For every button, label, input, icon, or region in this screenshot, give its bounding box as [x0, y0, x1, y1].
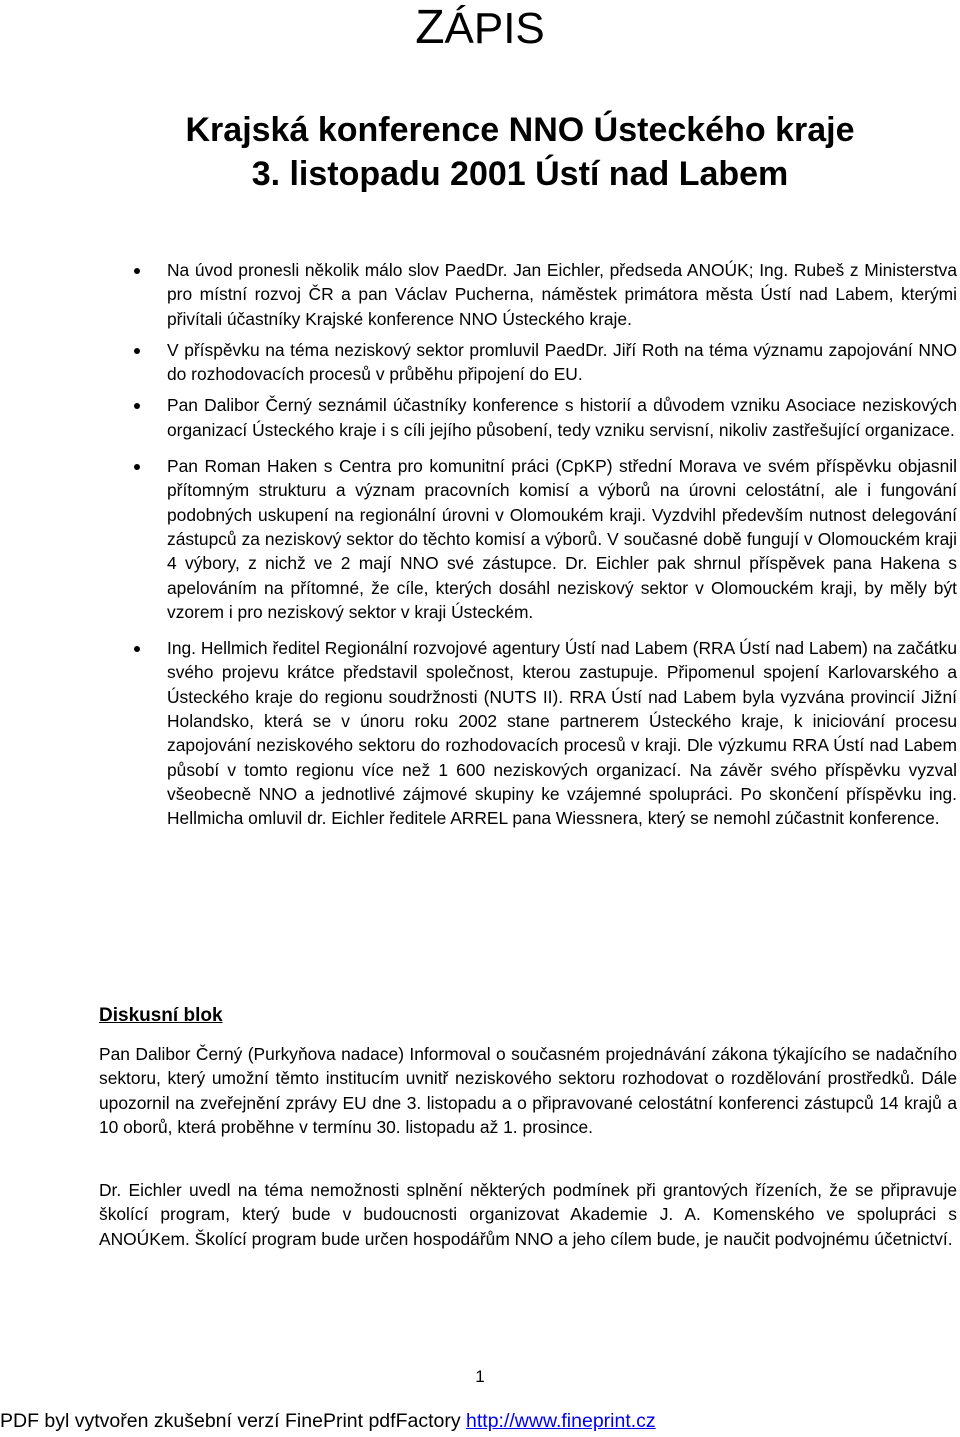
bullet-dot-icon [134, 268, 140, 274]
conference-title [80, 108, 960, 196]
bullet-item [0, 393, 960, 442]
bullet-item [0, 338, 960, 387]
discussion-paragraph: Pan Dalibor Černý (Purkyňova nadace) Informoval o současném projednávání zákona týkajícího se nadačního sektoru, který umožní těmto institucím uvnitř neziskového sektoru rozhodovat o rozdělování prostředků. Dále upozornil na zveřejnění zprávy EU dne 3. listopadu a o připravované celostátní konferenci zástupců 14 krajů a 10 oborů, která proběhne v termínu 30. listopadu až 1. prosince. [99, 1044, 957, 1137]
bullet-text: V příspěvku na téma neziskový sektor promluvil PaedDr. Jiří Roth na téma významu zapojování NNO do rozhodovacích procesů v průběhu připojení do EU. [167, 339, 957, 385]
bullet-text: Pan Roman Haken s Centra pro komunitní práci (CpKP) střední Morava ve svém příspěvku objasnil přítomným strukturu a význam pracovních komisí a výborů na úrovni celostátní, ale i fungování podobných uskupení na regionální úrovni v Olomoukém kraji. Vyzdvihl především nutnost delegování zástupců za neziskový sektor do těchto komisí a výborů. V současné době fungují v Olomouckém kraji 4 výbory, z nichž ve 2 mají NNO své zástupce. Dr. Eichler pak shrnul příspěvek pana Hakena s apelováním na přítomné, že cíle, kterých dosáhl neziskový sektor v Olomouckém kraji, by měly být vzorem i pro neziskový sektor v kraji Ústeckém. [167, 456, 957, 622]
discussion-heading: Diskusní blok [99, 1005, 223, 1026]
bullet-item [0, 454, 960, 624]
page-title-rest: ÁPIS [444, 4, 545, 53]
bullet-dot-icon [134, 464, 140, 470]
bullet-text: Na úvod pronesli několik málo slov PaedDr. Jan Eichler, předseda ANOÚK; Ing. Rubeš z Ministerstva pro místní rozvoj ČR a pan Václav Pucherna, náměstek primátora města Ústí nad Labem, kterými přivítali účastníky Krajské konference NNO Ústeckého kraje. [167, 260, 957, 329]
footer-text: PDF byl vytvořen zkušební verzí FinePrint pdfFactory [0, 1410, 467, 1432]
agenda-bullet-list [0, 258, 960, 831]
bullet-text: Ing. Hellmich ředitel Regionální rozvojové agentury Ústí nad Labem (RRA Ústí nad Labem) na začátku svého projevu krátce představil společnost, kterou zastupuje. Připomenul spojení Karlovarského a Ústeckého kraje do regionu soudržnosti (NUTS II). RRA Ústí nad Labem byla vyzvána provincií Jižní Holandsko, která se v únoru roku 2002 stane partnerem Ústeckého kraje, k iniciování procesu zapojování neziskového sektoru do rozhodovacích procesů v kraji. Dle výzkumu RRA Ústí nad Labem působí v tomto regionu více než 1 600 neziskových organizací. Na závěr svého příspěvku vyzval všeobecně NNO a jednotlivé zájmové skupiny ke vzájemné spolupráci. Po skončení příspěvku ing. Hellmicha omluvil dr. Eichler ředitele ARREL pana Wiessnera, který se nemohl zúčastnit konference. [167, 638, 957, 829]
footer-link[interactable]: http://www.fineprint.cz [466, 1410, 656, 1432]
discussion-paragraph: Dr. Eichler uvedl na téma nemožnosti splnění některých podmínek při grantových řízeních, že se připravuje školící program, který bude v budoucnosti organizovat Akademie J. A. Komenského ve spolupráci s ANOÚKem. Školící program bude určen hospodářům NNO a jeho cílem bude, je naučit podvojnému účetnictví. [99, 1180, 957, 1249]
page-title-initial: Z [415, 1, 445, 54]
pdf-footer [0, 1408, 960, 1434]
bullet-dot-icon [134, 646, 140, 652]
bullet-dot-icon [134, 403, 140, 409]
bullet-dot-icon [134, 348, 140, 354]
page-title [0, 2, 960, 55]
conference-title-line2: 3. listopadu 2001 Ústí nad Labem [251, 155, 789, 193]
bullet-item [0, 636, 960, 830]
conference-title-line1: Krajská konference NNO Ústeckého kraje [185, 111, 855, 149]
bullet-text: Pan Dalibor Černý seznámil účastníky konference s historií a důvodem vzniku Asociace neziskových organizací Ústeckého kraje i s cíli jejího působení, tedy vzniku servisní, nikoliv zastřešující organizace. [167, 395, 957, 440]
bullet-item [0, 258, 960, 331]
page-number: 1 [475, 1367, 485, 1386]
